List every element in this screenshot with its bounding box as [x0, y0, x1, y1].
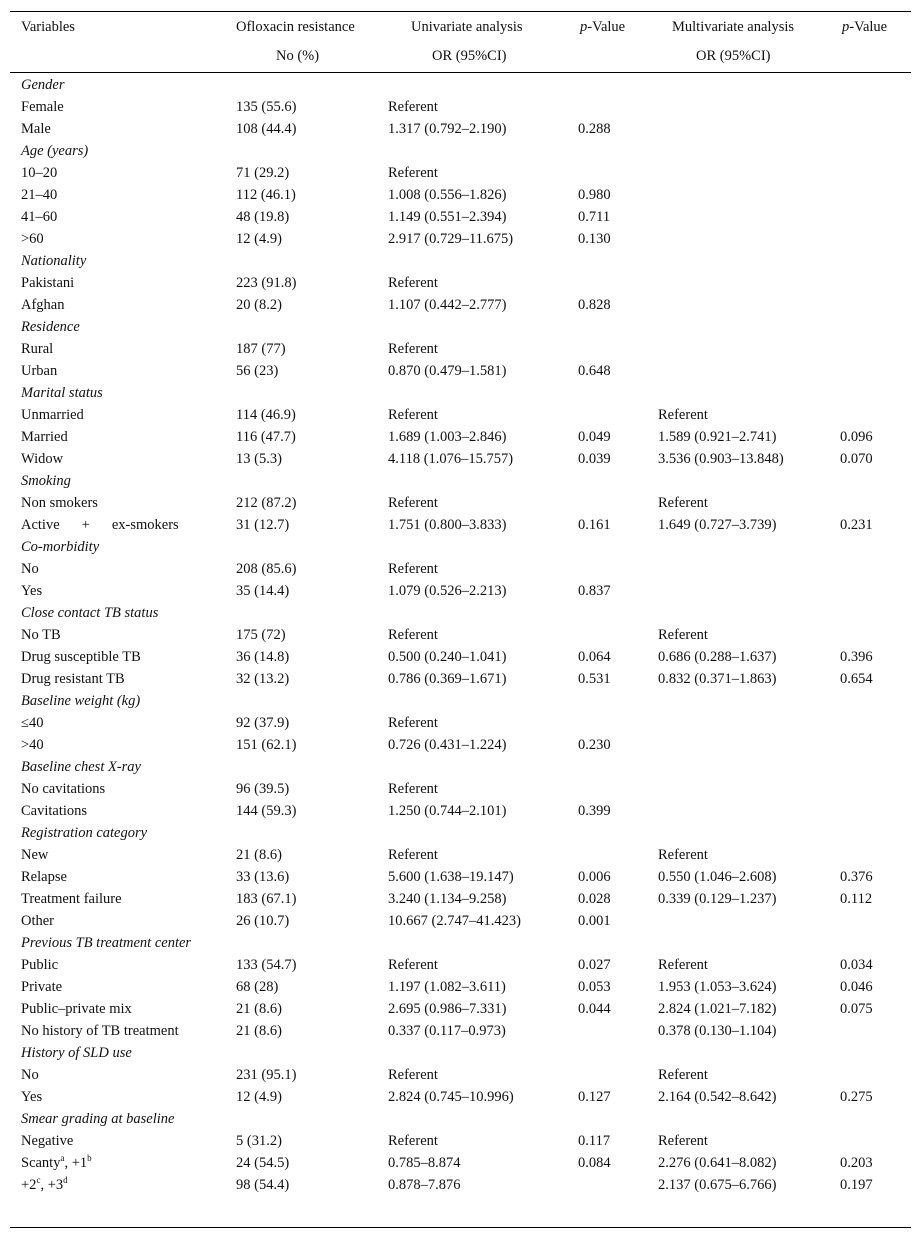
- variable-label: Female: [21, 99, 64, 115]
- multivariate-or: Referent: [658, 1133, 708, 1149]
- variable-label: Public: [21, 957, 59, 973]
- univariate-pvalue: 0.399: [578, 803, 611, 819]
- group-header-row: [0, 822, 921, 844]
- resistance-count: 36 (14.8): [236, 649, 290, 665]
- variable-label: [21, 1177, 68, 1194]
- table-row: [0, 624, 921, 646]
- univariate-or: Referent: [388, 957, 438, 973]
- multivariate-pvalue: 0.034: [840, 957, 873, 973]
- univariate-or: Referent: [388, 715, 438, 731]
- univariate-or: Referent: [388, 847, 438, 863]
- multivariate-or: Referent: [658, 407, 708, 423]
- multivariate-pvalue: 0.203: [840, 1155, 873, 1171]
- resistance-count: 31 (12.7): [236, 517, 290, 533]
- table-row: [0, 712, 921, 734]
- header-rule: [10, 72, 911, 73]
- multivariate-or: 0.378 (0.130–1.104): [658, 1023, 777, 1039]
- resistance-count: 56 (23): [236, 363, 279, 379]
- variable-label: Urban: [21, 363, 58, 379]
- header-univariate: Univariate analysis: [411, 19, 523, 35]
- resistance-count: 48 (19.8): [236, 209, 290, 225]
- variable-label: No history of TB treatment: [21, 1023, 179, 1039]
- resistance-count: 116 (47.7): [236, 429, 296, 445]
- table-row: [0, 426, 921, 448]
- table-row: [0, 272, 921, 294]
- table-row: [0, 514, 921, 536]
- table-row: [0, 778, 921, 800]
- resistance-count: 133 (54.7): [236, 957, 297, 973]
- group-label: Close contact TB status: [21, 605, 159, 621]
- univariate-pvalue: 0.837: [578, 583, 611, 599]
- table-row: [0, 800, 921, 822]
- resistance-count: 13 (5.3): [236, 451, 282, 467]
- multivariate-pvalue: 0.231: [840, 517, 873, 533]
- table-row: [0, 184, 921, 206]
- variable-label-part: +2: [21, 1177, 37, 1193]
- univariate-pvalue: 0.127: [578, 1089, 611, 1105]
- resistance-count: 12 (4.9): [236, 1089, 282, 1105]
- multivariate-or: 2.137 (0.675–6.766): [658, 1177, 777, 1193]
- univariate-or: Referent: [388, 781, 438, 797]
- header-multivariate-or: OR (95%CI): [696, 48, 771, 64]
- univariate-pvalue: 0.711: [578, 209, 611, 225]
- resistance-count: 5 (31.2): [236, 1133, 282, 1149]
- variable-label: [21, 1155, 92, 1172]
- header-no-percent: No (%): [276, 48, 320, 64]
- footnote-marker: c: [36, 1175, 41, 1185]
- variable-label: No: [21, 1067, 39, 1083]
- multivariate-pvalue: 0.197: [840, 1177, 873, 1193]
- resistance-count: 24 (54.5): [236, 1155, 290, 1171]
- multivariate-or: 0.832 (0.371–1.863): [658, 671, 777, 687]
- p-letter: p: [580, 19, 588, 35]
- resistance-count: 208 (85.6): [236, 561, 297, 577]
- multivariate-pvalue: 0.096: [840, 429, 873, 445]
- univariate-or: 0.500 (0.240–1.041): [388, 649, 507, 665]
- univariate-or: 3.240 (1.134–9.258): [388, 891, 507, 907]
- resistance-count: 71 (29.2): [236, 165, 290, 181]
- variable-label: 21–40: [21, 187, 58, 203]
- variable-label-part: , +3: [40, 1177, 64, 1193]
- header-variables: Variables: [21, 19, 75, 35]
- resistance-count: 33 (13.6): [236, 869, 290, 885]
- group-label: Registration category: [21, 825, 148, 841]
- univariate-or: Referent: [388, 407, 438, 423]
- multivariate-or: 2.276 (0.641–8.082): [658, 1155, 777, 1171]
- header-multivariate: Multivariate analysis: [672, 19, 795, 35]
- univariate-or: 1.197 (1.082–3.611): [388, 979, 506, 995]
- variable-label: Pakistani: [21, 275, 75, 291]
- resistance-count: 96 (39.5): [236, 781, 290, 797]
- variable-label: No TB: [21, 627, 61, 643]
- univariate-pvalue: 0.828: [578, 297, 611, 313]
- univariate-pvalue: 0.648: [578, 363, 611, 379]
- variable-label-part: Active: [21, 517, 60, 533]
- univariate-or: 1.317 (0.792–2.190): [388, 121, 507, 137]
- group-header-row: [0, 932, 921, 954]
- group-label: History of SLD use: [21, 1045, 132, 1061]
- group-label: Baseline chest X-ray: [21, 759, 141, 775]
- table-row: [0, 558, 921, 580]
- univariate-or: Referent: [388, 99, 438, 115]
- univariate-or: Referent: [388, 1067, 438, 1083]
- multivariate-pvalue: 0.654: [840, 671, 873, 687]
- univariate-or: Referent: [388, 165, 438, 181]
- table-row: [0, 206, 921, 228]
- group-label: Co-morbidity: [21, 539, 100, 555]
- group-header-row: [0, 1108, 921, 1130]
- table-row: [0, 1130, 921, 1152]
- univariate-or: 1.107 (0.442–2.777): [388, 297, 507, 313]
- resistance-count: 175 (72): [236, 627, 286, 643]
- group-label: Gender: [21, 77, 65, 93]
- univariate-pvalue: 0.053: [578, 979, 611, 995]
- variable-label-part: +: [81, 517, 90, 533]
- variable-label: Widow: [21, 451, 64, 467]
- univariate-or: 1.250 (0.744–2.101): [388, 803, 507, 819]
- table-row: [0, 492, 921, 514]
- multivariate-pvalue: 0.275: [840, 1089, 873, 1105]
- univariate-pvalue: 0.531: [578, 671, 611, 687]
- resistance-count: 32 (13.2): [236, 671, 290, 687]
- table-row: [0, 910, 921, 932]
- group-label: Residence: [21, 319, 80, 335]
- univariate-or: 10.667 (2.747–41.423): [388, 913, 521, 929]
- univariate-or: 0.870 (0.479–1.581): [388, 363, 507, 379]
- univariate-pvalue: 0.288: [578, 121, 611, 137]
- table-row: [0, 448, 921, 470]
- resistance-count: 135 (55.6): [236, 99, 297, 115]
- table-row: [0, 888, 921, 910]
- group-label: Baseline weight (kg): [21, 693, 141, 709]
- univariate-pvalue: 0.230: [578, 737, 611, 753]
- p-suffix: -Value: [587, 19, 626, 35]
- univariate-or: Referent: [388, 495, 438, 511]
- group-label: Smear grading at baseline: [21, 1111, 175, 1127]
- table-row: [0, 1152, 921, 1174]
- resistance-count: 21 (8.6): [236, 1001, 282, 1017]
- group-label: Smoking: [21, 473, 71, 489]
- multivariate-pvalue: 0.376: [840, 869, 873, 885]
- univariate-pvalue: 0.064: [578, 649, 611, 665]
- group-label: Age (years): [21, 143, 89, 159]
- variable-label: Public–private mix: [21, 1001, 132, 1017]
- univariate-or: Referent: [388, 341, 438, 357]
- multivariate-or: 0.550 (1.046–2.608): [658, 869, 777, 885]
- variable-label: New: [21, 847, 49, 863]
- univariate-or: 1.751 (0.800–3.833): [388, 517, 507, 533]
- table-row: [0, 580, 921, 602]
- univariate-or: 0.726 (0.431–1.224): [388, 737, 507, 753]
- univariate-pvalue: 0.161: [578, 517, 611, 533]
- univariate-pvalue: 0.028: [578, 891, 611, 907]
- univariate-pvalue: 0.039: [578, 451, 611, 467]
- table-row: [0, 162, 921, 184]
- multivariate-or: 1.649 (0.727–3.739): [658, 517, 777, 533]
- resistance-count: 35 (14.4): [236, 583, 290, 599]
- univariate-or: 1.008 (0.556–1.826): [388, 187, 507, 203]
- group-header-row: [0, 602, 921, 624]
- univariate-pvalue: 0.117: [578, 1133, 611, 1149]
- resistance-count: 223 (91.8): [236, 275, 297, 291]
- univariate-pvalue: 0.027: [578, 957, 611, 973]
- variable-label: ≤40: [21, 715, 44, 731]
- group-header-row: [0, 756, 921, 778]
- group-header-row: [0, 250, 921, 272]
- variable-label: Married: [21, 429, 68, 445]
- variable-label: >60: [21, 231, 44, 247]
- multivariate-or: 3.536 (0.903–13.848): [658, 451, 784, 467]
- univariate-pvalue: 0.006: [578, 869, 611, 885]
- univariate-or: Referent: [388, 561, 438, 577]
- variable-label: Unmarried: [21, 407, 84, 423]
- variable-label: No cavitations: [21, 781, 106, 797]
- multivariate-or: 1.953 (1.053–3.624): [658, 979, 777, 995]
- resistance-count: 231 (95.1): [236, 1067, 297, 1083]
- table-row: [0, 360, 921, 382]
- group-header-row: [0, 1042, 921, 1064]
- univariate-or: 5.600 (1.638–19.147): [388, 869, 514, 885]
- table-row: [0, 1174, 921, 1196]
- resistance-count: 20 (8.2): [236, 297, 282, 313]
- variable-label: Yes: [21, 1089, 43, 1105]
- variable-label: Private: [21, 979, 63, 995]
- table-row: [0, 668, 921, 690]
- top-rule: [10, 11, 911, 12]
- group-label: Nationality: [21, 253, 87, 269]
- univariate-pvalue: 0.980: [578, 187, 611, 203]
- variable-label-part: Scanty: [21, 1155, 61, 1171]
- resistance-count: 114 (46.9): [236, 407, 296, 423]
- univariate-or: 1.149 (0.551–2.394): [388, 209, 507, 225]
- resistance-count: 21 (8.6): [236, 847, 282, 863]
- group-header-row: [0, 140, 921, 162]
- table-row: [0, 1064, 921, 1086]
- table-row: [0, 294, 921, 316]
- univariate-or: Referent: [388, 627, 438, 643]
- variable-label: Treatment failure: [21, 891, 122, 907]
- univariate-or: 0.337 (0.117–0.973): [388, 1023, 506, 1039]
- variable-label: Afghan: [21, 297, 65, 313]
- univariate-or: 2.917 (0.729–11.675): [388, 231, 514, 247]
- univariate-pvalue: 0.049: [578, 429, 611, 445]
- univariate-or: Referent: [388, 275, 438, 291]
- variable-label: Other: [21, 913, 55, 929]
- multivariate-pvalue: 0.046: [840, 979, 873, 995]
- resistance-count: 68 (28): [236, 979, 279, 995]
- univariate-or: Referent: [388, 1133, 438, 1149]
- multivariate-pvalue: 0.070: [840, 451, 873, 467]
- resistance-count: 183 (67.1): [236, 891, 297, 907]
- table-row: [0, 866, 921, 888]
- resistance-count: 151 (62.1): [236, 737, 297, 753]
- footnote-marker: a: [60, 1153, 65, 1163]
- table-row: [0, 844, 921, 866]
- univariate-or: 1.689 (1.003–2.846): [388, 429, 507, 445]
- group-header-row: [0, 382, 921, 404]
- header-univariate-or: OR (95%CI): [432, 48, 507, 64]
- univariate-or: 0.785–8.874: [388, 1155, 461, 1171]
- group-header-row: [0, 74, 921, 96]
- header-pvalue-multivariate: [842, 19, 887, 36]
- multivariate-pvalue: 0.075: [840, 1001, 873, 1017]
- variable-label: >40: [21, 737, 44, 753]
- table-row: [0, 1086, 921, 1108]
- multivariate-pvalue: 0.112: [840, 891, 873, 907]
- resistance-count: 26 (10.7): [236, 913, 290, 929]
- table-body: [0, 74, 921, 1196]
- variable-label: Yes: [21, 583, 43, 599]
- univariate-or: 2.824 (0.745–10.996): [388, 1089, 514, 1105]
- multivariate-or: 1.589 (0.921–2.741): [658, 429, 777, 445]
- table-row: [0, 976, 921, 998]
- footnote-marker: b: [87, 1153, 92, 1163]
- table-row: [0, 646, 921, 668]
- resistance-count: 92 (37.9): [236, 715, 290, 731]
- table-row: [0, 954, 921, 976]
- variable-label: 10–20: [21, 165, 58, 181]
- resistance-count: 108 (44.4): [236, 121, 297, 137]
- table-row: [0, 404, 921, 426]
- univariate-pvalue: 0.130: [578, 231, 611, 247]
- variable-label: Non smokers: [21, 495, 98, 511]
- table-row: [0, 96, 921, 118]
- footnote-marker: d: [63, 1175, 68, 1185]
- resistance-count: 187 (77): [236, 341, 286, 357]
- variable-label: No: [21, 561, 39, 577]
- univariate-or: 0.878–7.876: [388, 1177, 461, 1193]
- table-row: [0, 1020, 921, 1042]
- univariate-pvalue: 0.044: [578, 1001, 611, 1017]
- table-row: [0, 338, 921, 360]
- variable-label: Negative: [21, 1133, 74, 1149]
- multivariate-or: 0.686 (0.288–1.637): [658, 649, 777, 665]
- p-letter: p: [842, 19, 850, 35]
- variable-label: [21, 517, 179, 534]
- header-ofloxacin: Ofloxacin resistance: [236, 19, 355, 35]
- multivariate-or: 2.824 (1.021–7.182): [658, 1001, 777, 1017]
- group-header-row: [0, 316, 921, 338]
- group-header-row: [0, 470, 921, 492]
- multivariate-or: 0.339 (0.129–1.237): [658, 891, 777, 907]
- multivariate-or: Referent: [658, 957, 708, 973]
- header-pvalue-univariate: [580, 19, 625, 36]
- table-row: [0, 998, 921, 1020]
- univariate-pvalue: 0.084: [578, 1155, 611, 1171]
- multivariate-or: Referent: [658, 627, 708, 643]
- resistance-count: 21 (8.6): [236, 1023, 282, 1039]
- variable-label: Drug susceptible TB: [21, 649, 141, 665]
- group-label: Previous TB treatment center: [21, 935, 192, 951]
- resistance-count: 112 (46.1): [236, 187, 296, 203]
- variable-label: Cavitations: [21, 803, 88, 819]
- group-header-row: [0, 690, 921, 712]
- multivariate-or: Referent: [658, 847, 708, 863]
- multivariate-or: Referent: [658, 495, 708, 511]
- resistance-count: 98 (54.4): [236, 1177, 290, 1193]
- resistance-count: 12 (4.9): [236, 231, 282, 247]
- univariate-or: 0.786 (0.369–1.671): [388, 671, 507, 687]
- table-row: [0, 734, 921, 756]
- univariate-pvalue: 0.001: [578, 913, 611, 929]
- multivariate-pvalue: 0.396: [840, 649, 873, 665]
- variable-label: Drug resistant TB: [21, 671, 125, 687]
- variable-label: Male: [21, 121, 51, 137]
- variable-label-part: , +1: [64, 1155, 88, 1171]
- table-row: [0, 228, 921, 250]
- resistance-count: 212 (87.2): [236, 495, 297, 511]
- p-suffix: -Value: [849, 19, 888, 35]
- variable-label: Rural: [21, 341, 54, 357]
- bottom-rule: [10, 1227, 911, 1228]
- variable-label: Relapse: [21, 869, 67, 885]
- variable-label: 41–60: [21, 209, 58, 225]
- variable-label-part: ex-smokers: [111, 517, 179, 533]
- multivariate-or: 2.164 (0.542–8.642): [658, 1089, 777, 1105]
- univariate-or: 2.695 (0.986–7.331): [388, 1001, 507, 1017]
- univariate-or: 1.079 (0.526–2.213): [388, 583, 507, 599]
- univariate-or: 4.118 (1.076–15.757): [388, 451, 514, 467]
- group-label: Marital status: [21, 385, 103, 401]
- group-header-row: [0, 536, 921, 558]
- multivariate-or: Referent: [658, 1067, 708, 1083]
- table-row: [0, 118, 921, 140]
- resistance-count: 144 (59.3): [236, 803, 297, 819]
